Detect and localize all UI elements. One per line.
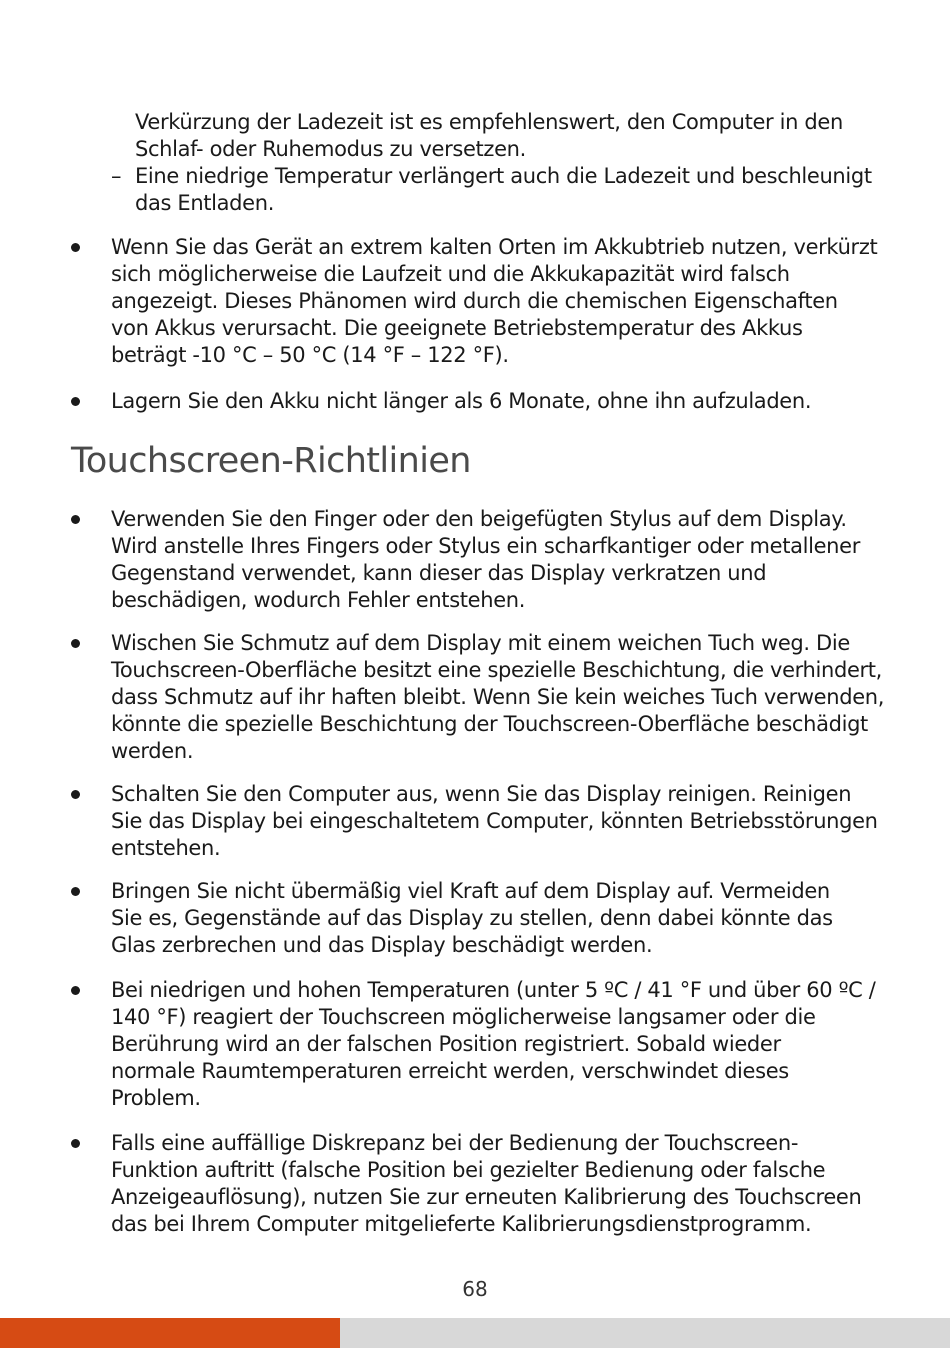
text-line: beschädigen, wodurch Fehler entstehen. <box>111 588 526 612</box>
text-line: Wenn Sie das Gerät an extrem kalten Orten im Akkubtrieb nutzen, verkürzt <box>111 235 878 259</box>
text-line: normale Raumtemperaturen erreicht werden, verschwindet dieses <box>111 1059 789 1083</box>
sub-list-item-1 <box>135 109 843 163</box>
text-line: Eine niedrige Temperatur verlängert auch die Ladezeit und beschleunigt <box>135 164 872 188</box>
text-line: von Akkus verursacht. Die geeignete Betriebstemperatur des Akkus <box>111 316 803 340</box>
footer-accent-bar <box>0 1318 340 1348</box>
text-line: Schalten Sie den Computer aus, wenn Sie das Display reinigen. Reinigen <box>111 782 852 806</box>
bullet-paragraph <box>111 878 833 959</box>
bullet-marker <box>71 1139 80 1148</box>
bullet-marker <box>71 887 80 896</box>
text-line: Funktion auftritt (falsche Position bei gezielter Bedienung oder falsche <box>111 1158 826 1182</box>
text-line: beträgt -10 °C – 50 °C (14 °F – 122 °F). <box>111 343 509 367</box>
text-line: Bei niedrigen und hohen Temperaturen (unter 5 ºC / 41 °F und über 60 ºC / <box>111 978 876 1002</box>
footer-grey-bar <box>340 1318 950 1348</box>
bullet-marker <box>71 515 80 524</box>
bullet-paragraph <box>111 506 860 614</box>
bullet-marker <box>71 790 80 799</box>
sub-list-item-2 <box>135 163 872 217</box>
text-line: Verkürzung der Ladezeit ist es empfehlenswert, den Computer in den <box>135 110 843 134</box>
bullet-paragraph <box>111 234 877 369</box>
text-line: Touchscreen-Oberfläche besitzt eine spezielle Beschichtung, die verhindert, <box>111 658 883 682</box>
text-line: Problem. <box>111 1086 201 1110</box>
text-line: Wischen Sie Schmutz auf dem Display mit einem weichen Tuch weg. Die <box>111 631 850 655</box>
text-line: Schlaf- oder Ruhemodus zu versetzen. <box>135 137 526 161</box>
text-line: angezeigt. Dieses Phänomen wird durch die chemischen Eigenschaften <box>111 289 838 313</box>
text-line: Falls eine auffällige Diskrepanz bei der Bedienung der Touchscreen- <box>111 1131 799 1155</box>
bullet-paragraph <box>111 630 884 765</box>
bullet-paragraph <box>111 1130 861 1238</box>
text-line: sich möglicherweise die Laufzeit und die Akkukapazität wird falsch <box>111 262 790 286</box>
bullet-paragraph <box>111 781 878 862</box>
bullet-marker <box>71 243 80 252</box>
text-line: Verwenden Sie den Finger oder den beigefügten Stylus auf dem Display. <box>111 507 847 531</box>
text-line: dass Schmutz auf ihr haften bleibt. Wenn Sie kein weiches Tuch verwenden, <box>111 685 885 709</box>
bullet-marker <box>71 986 80 995</box>
bullet-paragraph <box>111 977 876 1112</box>
text-line: Anzeigeauflösung), nutzen Sie zur erneuten Kalibrierung des Touchscreen <box>111 1185 862 1209</box>
text-line: Gegenstand verwendet, kann dieser das Display verkratzen und <box>111 561 767 585</box>
page-number: 68 <box>462 1277 488 1301</box>
bullet-marker <box>71 397 80 406</box>
text-line: das bei Ihrem Computer mitgelieferte Kalibrierungsdienstprogramm. <box>111 1212 812 1236</box>
text-line: werden. <box>111 739 194 763</box>
text-line: entstehen. <box>111 836 221 860</box>
section-heading: Touchscreen-Richtlinien <box>71 441 471 481</box>
text-line: könnte die spezielle Beschichtung der Touchscreen-Oberfläche beschädigt <box>111 712 868 736</box>
text-line: Sie das Display bei eingeschaltetem Computer, könnten Betriebsstörungen <box>111 809 878 833</box>
bullet-paragraph <box>111 388 811 415</box>
text-line: Berührung wird an der falschen Position registriert. Sobald wieder <box>111 1032 781 1056</box>
dash-marker: – <box>111 164 122 188</box>
text-line: Sie es, Gegenstände auf das Display zu stellen, denn dabei könnte das <box>111 906 833 930</box>
text-line: Glas zerbrechen und das Display beschädigt werden. <box>111 933 653 957</box>
bullet-marker <box>71 639 80 648</box>
text-line: das Entladen. <box>135 191 275 215</box>
text-line: Wird anstelle Ihres Fingers oder Stylus ein scharfkantiger oder metallener <box>111 534 860 558</box>
text-line: 140 °F) reagiert der Touchscreen möglicherweise langsamer oder die <box>111 1005 816 1029</box>
text-line: Bringen Sie nicht übermäßig viel Kraft auf dem Display auf. Vermeiden <box>111 879 830 903</box>
text-line: Lagern Sie den Akku nicht länger als 6 Monate, ohne ihn aufzuladen. <box>111 389 812 413</box>
